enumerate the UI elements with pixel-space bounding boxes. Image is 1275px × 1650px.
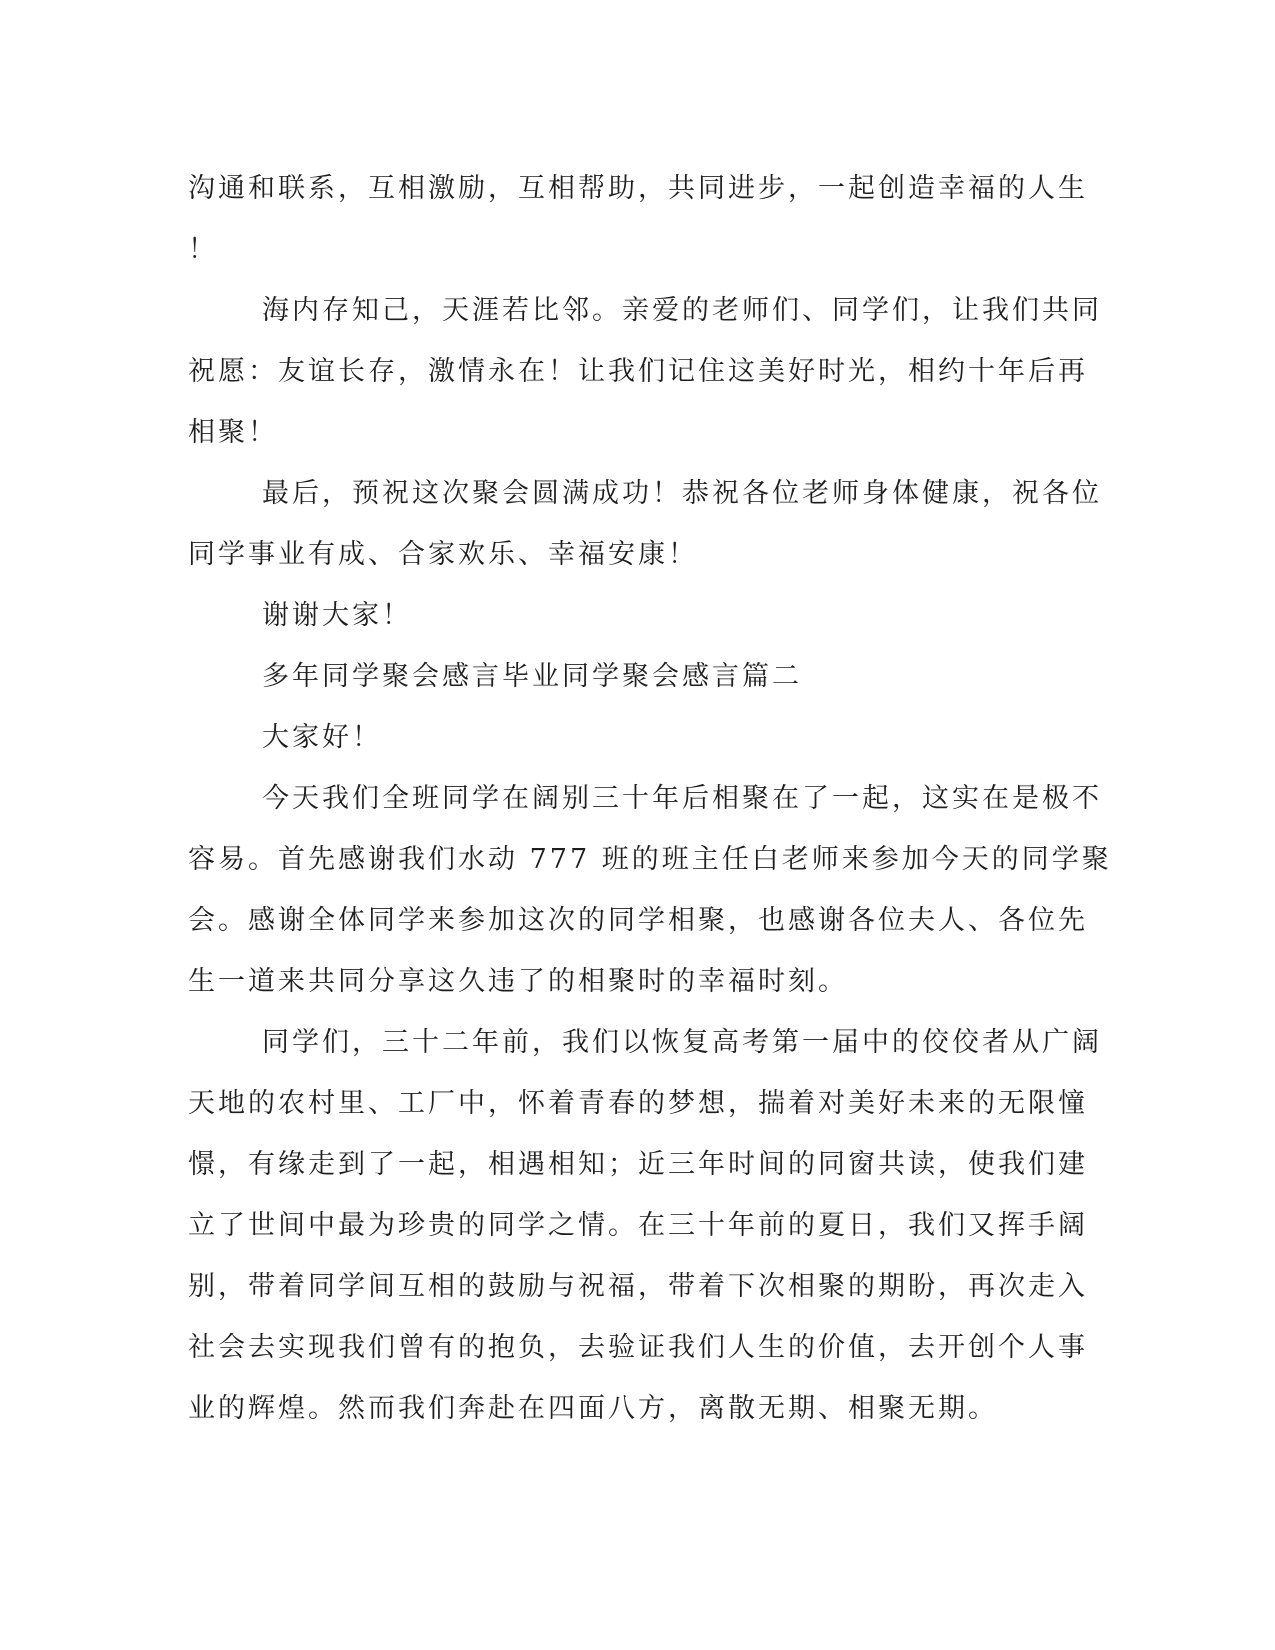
text-line: 今天我们全班同学在阔别三十年后相聚在了一起，这实在是极不 [262,783,1102,814]
text-line: 业的辉煌。然而我们奔赴在四面八方，离散无期、相聚无期。 [188,1393,998,1424]
text-line: 祝愿：友谊长存，激情永在！让我们记住这美好时光，相约十年后再 [188,356,1088,387]
text-line: 最后，预祝这次聚会圆满成功！恭祝各位老师身体健康，祝各位 [262,478,1102,509]
text-line: ！ [188,234,218,265]
text-line: 大家好！ [262,722,382,753]
text-line: 谢谢大家！ [262,600,412,631]
text-line: 天地的农村里、工厂中，怀着青春的梦想，揣着对美好未来的无限憧 [188,1088,1088,1119]
text-line: 别，带着同学间互相的鼓励与祝福，带着下次相聚的期盼，再次走入 [188,1271,1088,1302]
section-heading: 多年同学聚会感言毕业同学聚会感言篇二 [262,661,802,692]
text-line: 相聚！ [188,417,278,448]
text-line: 同学事业有成、合家欢乐、幸福安康！ [188,539,698,570]
text-line: 海内存知己，天涯若比邻。亲爱的老师们、同学们，让我们共同 [262,295,1102,326]
text-line: 立了世间中最为珍贵的同学之情。在三十年前的夏日，我们又挥手阔 [188,1210,1088,1241]
document-body [188,158,1112,1439]
text-line: 生一道来共同分享这久违了的相聚时的幸福时刻。 [188,966,848,997]
text-line: 同学们，三十二年前，我们以恢复高考第一届中的佼佼者从广阔 [262,1027,1102,1058]
text-line: 社会去实现我们曾有的抱负，去验证我们人生的价值，去开创个人事 [188,1332,1088,1363]
text-line: 会。感谢全体同学来参加这次的同学相聚，也感谢各位夫人、各位先 [188,905,1088,936]
text-line: 憬，有缘走到了一起，相遇相知；近三年时间的同窗共读，使我们建 [188,1149,1088,1180]
text-line: 容易。首先感谢我们水动 777 班的班主任白老师来参加今天的同学聚 [188,844,1112,875]
text-line: 沟通和联系，互相激励，互相帮助，共同进步，一起创造幸福的人生 [188,173,1088,204]
